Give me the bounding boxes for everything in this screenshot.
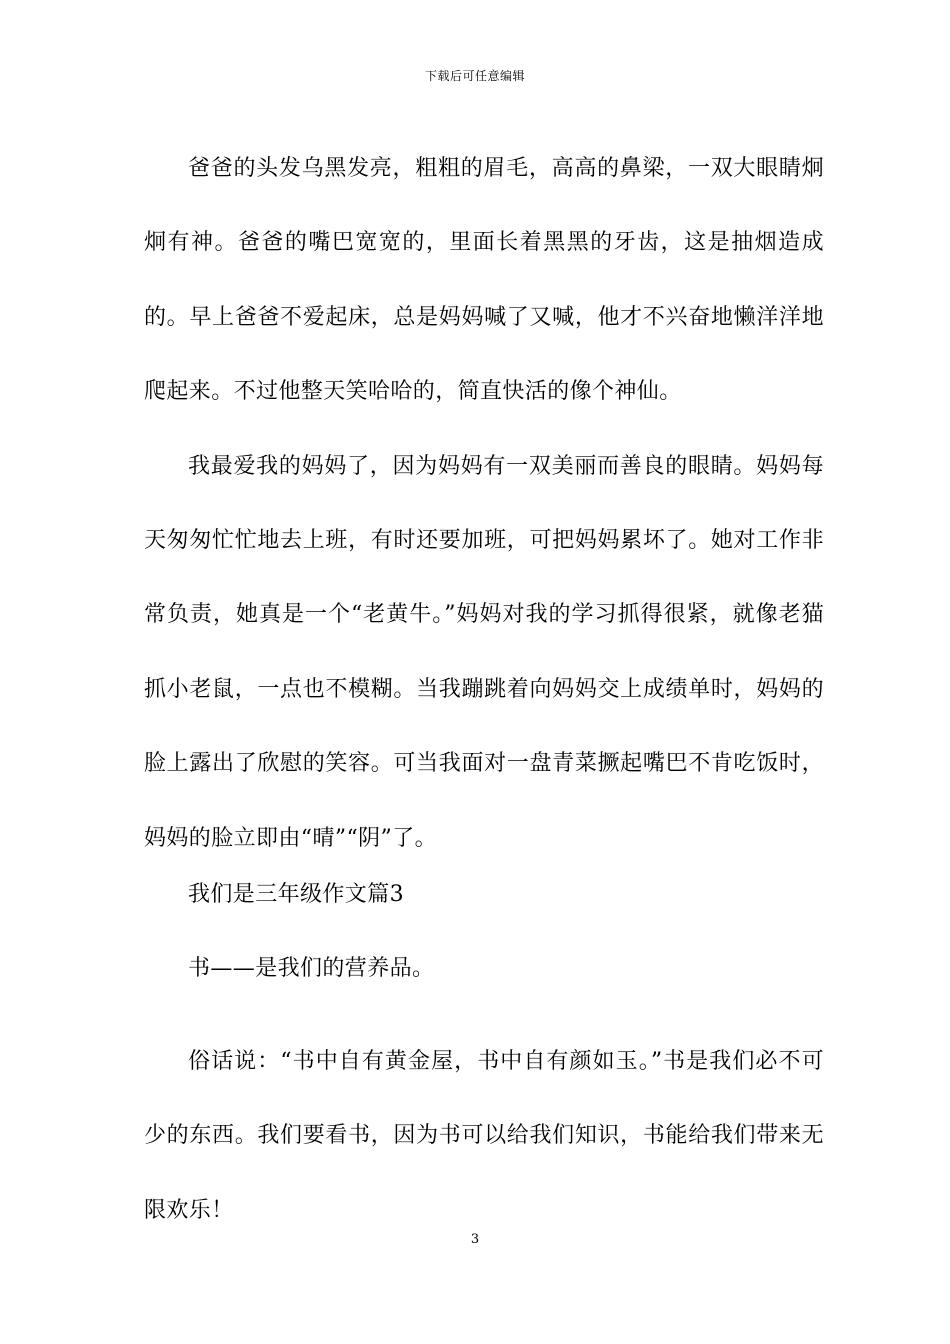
page-header: 下载后可任意编辑 bbox=[424, 69, 525, 83]
paragraph-books-saying: 俗话说：“书中自有黄金屋，书中自有颜如玉。”书是我们必不可少的东西。我们要看书，因为书可以给我们知识，书能给我们带来无限欢乐！ bbox=[144, 1048, 824, 1223]
page-number: 3 bbox=[470, 1232, 480, 1247]
section-heading: 我们是三年级作文篇3 bbox=[188, 882, 404, 908]
paragraph-father: 爸爸的头发乌黑发亮，粗粗的眉毛，高高的鼻梁，一双大眼睛炯炯有神。爸爸的嘴巴宽宽的，里面长着黑黑的牙齿，这是抽烟造成的。早上爸爸不爱起床，总是妈妈喊了又喊，他才不兴奋地懒洋洋地爬起来。不过他整天笑哈哈的，简直快活的像个神仙。 bbox=[144, 156, 824, 405]
document-body bbox=[144, 132, 824, 1248]
paragraph-books-intro: 书——是我们的营养品。 bbox=[188, 956, 435, 982]
paragraph-mother: 我最爱我的妈妈了，因为妈妈有一双美丽而善良的眼睛。妈妈每天匆匆忙忙地去上班，有时还要加班，可把妈妈累坏了。她对工作非常负责，她真是一个“老黄牛。”妈妈对我的学习抓得很紧，就像老猫抓小老鼠，一点也不模糊。当我蹦跳着向妈妈交上成绩单时，妈妈的脸上露出了欣慰的笑容。可当我面对一盘青菜撅起嘴巴不肯吃饭时，妈妈的脸立即由“晴”“阴”了。 bbox=[144, 453, 824, 851]
